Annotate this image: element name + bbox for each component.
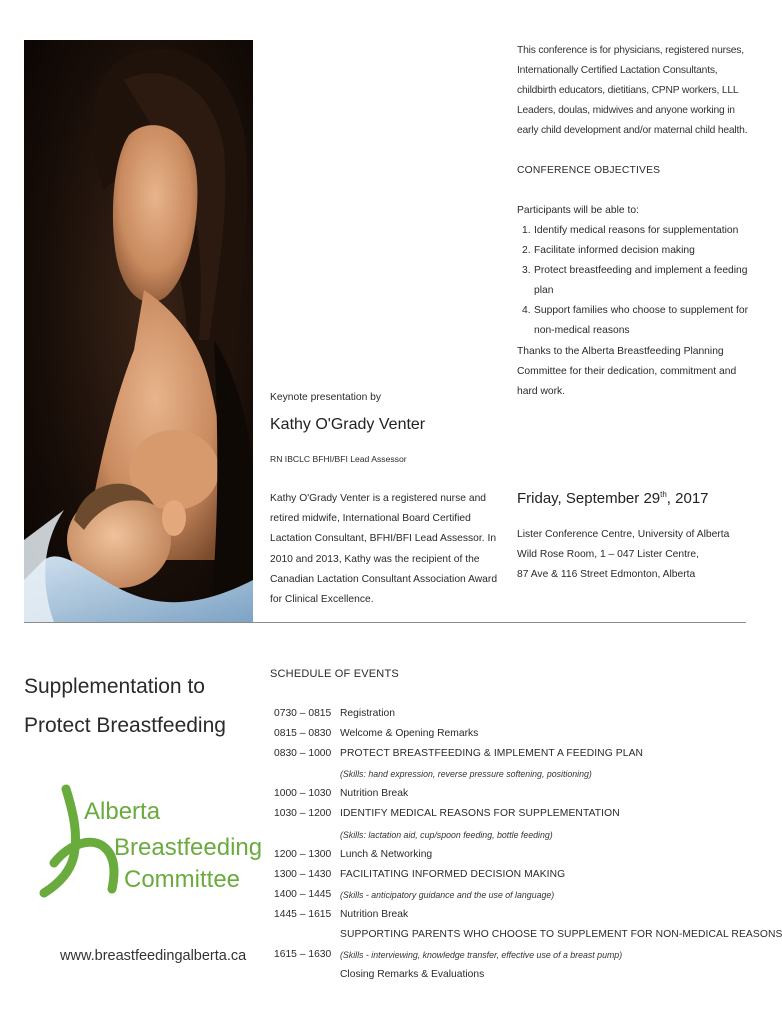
keynote-intro: Keynote presentation by (270, 392, 382, 403)
schedule-time: 1200 – 1300 (274, 848, 332, 860)
schedule-event: Lunch & Networking (340, 848, 433, 860)
objective-number: 1. (522, 225, 531, 236)
schedule-event: Nutrition Break (340, 788, 409, 800)
photo-illustration (24, 40, 253, 622)
schedule-table (270, 704, 782, 985)
objective-number: 4. (522, 305, 531, 316)
schedule-row (270, 865, 730, 885)
schedule-event: (Skills - interviewing, knowledge transfer, effective use of a breast pump) (340, 950, 623, 961)
logo-text-line3: Committee (124, 866, 241, 893)
event-date (517, 484, 709, 510)
schedule-time: 1030 – 1200 (274, 808, 332, 820)
schedule-row (270, 804, 730, 824)
schedule-row (270, 784, 730, 804)
date-ordinal: th (660, 490, 667, 499)
objective-item (522, 221, 752, 241)
schedule-time: 1445 – 1615 (274, 908, 332, 920)
schedule-row (270, 945, 730, 965)
schedule-event: IDENTIFY MEDICAL REASONS FOR SUPPLEMENTATION (340, 808, 620, 820)
schedule-event: (Skills: lactation aid, cup/spoon feeding, bottle feeding) (340, 829, 553, 840)
schedule-row (270, 744, 730, 764)
alberta-breastfeeding-committee-logo (40, 785, 263, 900)
schedule-event: FACILITATING INFORMED DECISION MAKING (340, 868, 566, 880)
objectives-lead: Participants will be able to: (517, 205, 639, 216)
schedule-heading: SCHEDULE OF EVENTS (270, 668, 399, 680)
schedule-time: 0815 – 0830 (274, 728, 332, 740)
date-year: , 2017 (666, 490, 709, 507)
schedule-time: 1615 – 1630 (274, 949, 332, 961)
venue-line: 87 Ave & 116 Street Edmonton, Alberta (517, 569, 696, 581)
schedule-row (270, 965, 730, 985)
objective-number: 2. (522, 245, 531, 256)
schedule-time: 0830 – 1000 (274, 748, 332, 760)
event-venue (517, 525, 752, 586)
objective-item (522, 301, 752, 341)
objectives-heading: CONFERENCE OBJECTIVES (517, 165, 661, 176)
schedule-row (270, 704, 730, 724)
schedule-row (270, 925, 782, 945)
schedule-time: 1400 – 1445 (274, 888, 332, 900)
logo-mark (40, 785, 263, 900)
venue-line: Wild Rose Room, 1 – 047 Lister Centre, (517, 549, 699, 561)
schedule-row (270, 885, 730, 905)
mother-breastfeeding-photo (24, 40, 253, 622)
schedule-event: (Skills - anticipatory guidance and the use of language) (340, 889, 555, 900)
schedule-event: SUPPORTING PARENTS WHO CHOOSE TO SUPPLEMENT FOR NON-MEDICAL REASONS (340, 929, 782, 941)
schedule-row (270, 724, 730, 744)
speaker-bio: Kathy O'Grady Venter is a registered nurse and retired midwife, International Board Certified Lactation Consultant, BFHI/BFI Lead Assessor. In 2010 and 2013, Kathy was the recipient of the Canadian Lactation Consultant Association Award for Clinical Excellence. (270, 493, 498, 606)
schedule-time: 0730 – 0815 (274, 708, 332, 719)
objective-text: Identify medical reasons for supplementation (534, 225, 739, 236)
schedule-event: Closing Remarks & Evaluations (340, 969, 485, 981)
schedule-row (270, 845, 730, 865)
objective-number: 3. (522, 265, 531, 276)
schedule-row (270, 905, 730, 925)
speaker-credentials: RN IBCLC BFHI/BFI Lead Assessor (270, 454, 407, 464)
schedule-event: Registration (340, 708, 395, 719)
objective-item (522, 261, 752, 301)
schedule-event: (Skills: hand expression, reverse pressure softening, positioning) (340, 769, 592, 780)
objective-text: Support families who choose to supplement for non-medical reasons (534, 305, 749, 336)
venue-line: Lister Conference Centre, University of Alberta (517, 529, 730, 540)
website-link[interactable]: www.breastfeedingalberta.ca (60, 948, 247, 964)
objectives-list (522, 221, 752, 341)
schedule-time: 1300 – 1430 (274, 868, 332, 880)
logo-text-line1: Alberta (84, 798, 161, 825)
schedule-row (270, 764, 730, 784)
schedule-event: Welcome & Opening Remarks (340, 728, 479, 740)
section-divider (24, 622, 746, 623)
conference-title: Supplementation to Protect Breastfeeding (24, 675, 226, 737)
audience-description: This conference is for physicians, registered nurses, Internationally Certified Lactation Consultants, childbirth educators, dietitians, CPNP workers, LLL Leaders, doulas, midwives and anyone working in early child development and/or maternal child health. (517, 45, 748, 136)
keynote-speaker: Kathy O'Grady Venter (270, 416, 426, 433)
objective-item (522, 241, 752, 261)
objective-text: Protect breastfeeding and implement a feeding plan (534, 265, 748, 296)
objective-text: Facilitate informed decision making (534, 245, 695, 256)
schedule-row (270, 825, 730, 845)
schedule-event: Nutrition Break (340, 908, 409, 920)
schedule-time: 1000 – 1030 (274, 788, 332, 800)
thanks-note: Thanks to the Alberta Breastfeeding Planning Committee for their dedication, commitment and hard work. (517, 346, 737, 397)
logo-text-line2: Breastfeeding (114, 834, 263, 861)
schedule-event: PROTECT BREASTFEEDING & IMPLEMENT A FEEDING PLAN (340, 748, 644, 760)
date-main: Friday, September 29 (517, 490, 661, 507)
